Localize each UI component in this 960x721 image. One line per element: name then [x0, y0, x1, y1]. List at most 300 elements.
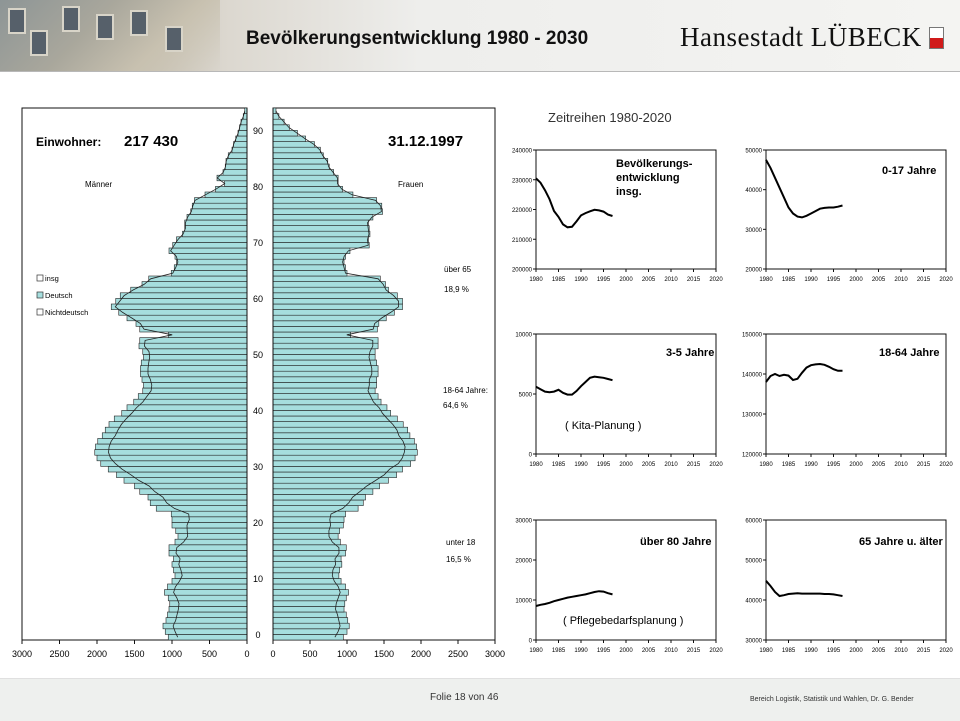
line-chart-xtick: 2010: [894, 648, 908, 654]
line-chart-series: [536, 591, 613, 606]
pyramid-bar-women: [273, 618, 348, 624]
pyramid-bar-women: [273, 595, 346, 601]
line-chart-ytick: 5000: [518, 392, 532, 399]
inhabitants-label: Einwohner:: [36, 135, 102, 149]
line-chart-xtick: 1985: [551, 648, 566, 654]
pyramid-bar-men: [170, 601, 247, 607]
pyramid-bar-women: [273, 539, 340, 545]
pyramid-bar-women: [273, 438, 414, 444]
header-photo: [0, 0, 220, 72]
line-chart-xtick: 1990: [574, 648, 588, 654]
pyramid-bar-men: [127, 405, 247, 411]
line-chart-title: entwicklung: [616, 172, 680, 184]
pyramid-bar-women: [273, 332, 351, 338]
pyramid-x-tick-men: 1500: [124, 649, 145, 659]
pyramid-bar-men: [172, 562, 247, 568]
pyramid-bar-women: [273, 455, 415, 461]
line-chart-ytick: 0: [528, 638, 532, 645]
pyramid-bar-women: [273, 360, 377, 366]
pyramid-bar-men: [168, 634, 247, 640]
pyramid-bar-men: [150, 500, 247, 506]
pyramid-bar-women: [273, 343, 378, 349]
line-chart-xtick: 1985: [781, 277, 796, 283]
pyramid-bar-women: [273, 175, 338, 181]
pyramid-bar-men: [120, 293, 247, 299]
line-chart-1: [512, 149, 723, 284]
legend-deutsch: Deutsch: [45, 291, 73, 300]
pyramid-bar-men: [165, 590, 248, 596]
pyramid-bar-men: [178, 534, 247, 540]
line-chart-6: [745, 519, 953, 655]
pyramid-bar-women: [273, 405, 387, 411]
pyramid-bar-men: [185, 220, 247, 226]
pyramid-x-tick-men: 3000: [11, 649, 33, 659]
line-chart-xtick: 2020: [939, 277, 953, 283]
pyramid-bar-men: [226, 158, 247, 164]
pyramid-bar-men: [140, 489, 247, 495]
pyramid-bar-men: [223, 170, 247, 176]
pyramid-bar-women: [273, 366, 378, 372]
line-chart-xtick: 1990: [574, 462, 588, 468]
pyramid-bar-women: [273, 170, 334, 176]
pyramid-bar-men: [169, 606, 247, 612]
pyramid-bar-men: [216, 186, 248, 192]
pyramid-bar-men: [109, 422, 247, 428]
pyramid-bar-men: [163, 623, 247, 629]
page-title: Bevölkerungsentwicklung 1980 - 2030: [246, 28, 589, 49]
line-chart-ytick: 210000: [511, 237, 532, 244]
line-chart-ytick: 50000: [745, 148, 762, 155]
pyramid-bar-women: [273, 601, 345, 607]
pyramid-bar-men: [168, 595, 247, 601]
line-chart-ytick: 40000: [745, 188, 762, 195]
pyramid-x-tick-women: 0: [270, 649, 276, 659]
line-chart-xtick: 1995: [596, 277, 611, 283]
pyramid-bar-men: [171, 270, 247, 276]
pyramid-bar-women: [273, 483, 380, 489]
annotation-adults-label: 18-64 Jahre:: [443, 386, 488, 395]
line-chart-xtick: 2010: [894, 462, 908, 468]
pyramid-bar-men: [141, 371, 248, 377]
pyramid-age-tick: 60: [252, 294, 264, 304]
pyramid-bar-men: [234, 142, 248, 148]
line-chart-xtick: 1985: [781, 462, 796, 468]
pyramid-bar-men: [168, 584, 248, 590]
pyramid-bar-women: [273, 282, 385, 288]
pyramid-bar-women: [273, 623, 349, 629]
line-chart-5: [515, 519, 723, 655]
line-chart-xtick: 2020: [709, 277, 723, 283]
inhabitants-value: 217 430: [124, 133, 179, 150]
pyramid-age-tick: 10: [252, 574, 264, 584]
pyramid-bar-women: [273, 192, 353, 198]
line-chart-xtick: 1980: [529, 648, 543, 654]
line-chart-ytick: 30000: [515, 518, 532, 525]
line-chart-xtick: 1995: [596, 462, 611, 468]
pyramid-bar-women: [273, 461, 411, 467]
line-chart-xtick: 1990: [804, 277, 818, 283]
line-chart-xtick: 2020: [939, 648, 953, 654]
pyramid-bar-men: [131, 287, 247, 293]
line-chart-series: [766, 160, 843, 218]
pyramid-bar-men: [168, 332, 247, 338]
line-chart-xtick: 2015: [686, 277, 701, 283]
pyramid-bar-men: [96, 444, 248, 450]
pyramid-bar-women: [273, 304, 403, 310]
pyramid-bar-women: [273, 147, 320, 153]
pyramid-bar-men: [139, 343, 247, 349]
pyramid-bar-men: [174, 556, 248, 562]
pyramid-bar-women: [273, 203, 382, 209]
legend-swatch-nichtdeutsch: [37, 309, 43, 315]
pyramid-bar-men: [144, 354, 248, 360]
line-chart-series: [536, 377, 613, 395]
pyramid-bar-women: [273, 259, 344, 265]
line-chart-xtick: 1980: [759, 277, 773, 283]
line-chart-title: über 80 Jahre: [640, 536, 712, 548]
pyramid-bar-women: [273, 354, 375, 360]
line-chart-xtick: 1980: [529, 277, 543, 283]
pyramid-bar-women: [273, 422, 403, 428]
line-chart-ytick: 10000: [515, 332, 532, 339]
line-chart-xtick: 1990: [804, 648, 818, 654]
pyramid-date: 31.12.1997: [388, 133, 464, 150]
pyramid-bar-men: [185, 226, 247, 232]
pyramid-bar-men: [127, 315, 247, 321]
line-chart-ytick: 30000: [745, 227, 762, 234]
pyramid-bar-women: [273, 450, 417, 456]
pyramid-age-tick: 70: [252, 238, 264, 248]
pyramid-bar-women: [273, 142, 314, 148]
pyramid-age-tick: 50: [252, 350, 264, 360]
line-chart-xtick: 2020: [709, 648, 723, 654]
pyramid-x-tick-men: 500: [201, 649, 218, 659]
line-chart-xtick: 2015: [686, 648, 701, 654]
line-chart-title: Bevölkerungs-: [616, 158, 693, 170]
pyramid-bar-women: [273, 293, 397, 299]
pyramid-age-tick: 90: [252, 126, 264, 136]
annotation-under18-value: 16,5 %: [446, 555, 471, 564]
pyramid-x-tick-men: 2500: [49, 649, 70, 659]
line-chart-xtick: 2015: [686, 462, 701, 468]
line-chart-xtick: 2000: [619, 648, 633, 654]
pyramid-bar-women: [273, 584, 346, 590]
line-chart-ytick: 30000: [745, 638, 762, 645]
pyramid-bar-men: [173, 242, 247, 248]
line-chart-xtick: 1995: [826, 648, 841, 654]
pyramid-bar-men: [205, 192, 247, 198]
line-chart-xtick: 1995: [596, 648, 611, 654]
pyramid-age-tick: 30: [252, 462, 264, 472]
pyramid-bar-men: [138, 394, 247, 400]
pyramid-bar-women: [273, 254, 346, 260]
pyramid-age-tick: 80: [252, 182, 264, 192]
slide-number: Folie 18 von 46: [430, 692, 499, 703]
line-chart-ytick: 230000: [511, 178, 532, 185]
pyramid-bar-men: [166, 618, 247, 624]
line-chart-4: [742, 333, 953, 469]
pyramid-bar-women: [273, 629, 347, 635]
pyramid-bar-men: [134, 399, 247, 405]
pyramid-bar-men: [174, 265, 247, 271]
line-chart-xtick: 2005: [871, 648, 886, 654]
line-chart-ytick: 50000: [745, 558, 762, 565]
pyramid-bar-women: [273, 517, 344, 523]
line-chart-ytick: 140000: [741, 372, 762, 379]
annotation-over65-label: über 65: [444, 265, 472, 274]
pyramid-x-tick-women: 1500: [373, 649, 395, 659]
pyramid-bar-women: [273, 634, 343, 640]
line-chart-xtick: 1980: [759, 462, 773, 468]
women-label: Frauen: [398, 180, 424, 189]
line-chart-xtick: 1980: [529, 462, 543, 468]
pyramid-bar-women: [273, 214, 373, 220]
line-chart-xtick: 2000: [849, 648, 863, 654]
line-chart-xtick: 2020: [709, 462, 723, 468]
pyramid-bar-men: [177, 259, 248, 265]
pyramid-bar-women: [273, 427, 408, 433]
pyramid-bar-men: [232, 147, 247, 153]
pyramid-bar-women: [273, 410, 391, 416]
line-chart-xtick: 2015: [916, 648, 931, 654]
pyramid-bar-men: [136, 321, 247, 327]
line-chart-xtick: 2010: [664, 277, 678, 283]
line-chart-ytick: 60000: [745, 518, 762, 525]
pyramid-bar-women: [273, 433, 410, 439]
pyramid-bar-women: [273, 522, 343, 528]
header-banner: [0, 0, 960, 72]
pyramid-bar-men: [217, 175, 247, 181]
pyramid-bar-women: [273, 298, 403, 304]
pyramid-bar-women: [273, 590, 348, 596]
line-chart-xtick: 2020: [939, 462, 953, 468]
pyramid-x-tick-men: 2000: [86, 649, 108, 659]
pyramid-bar-women: [273, 231, 370, 237]
pyramid-bar-women: [273, 478, 388, 484]
line-chart-xtick: 2010: [664, 648, 678, 654]
timeseries-section-title: Zeitreihen 1980-2020: [548, 110, 672, 125]
pyramid-bar-men: [177, 237, 248, 243]
pyramid-bar-men: [183, 231, 248, 237]
pyramid-bar-women: [273, 556, 341, 562]
pyramid-bar-men: [240, 125, 248, 131]
pyramid-bar-women: [273, 388, 375, 394]
line-chart-xtick: 1995: [826, 277, 841, 283]
pyramid-bar-men: [142, 282, 247, 288]
pyramid-bar-men: [144, 382, 248, 388]
line-chart-xtick: 2010: [664, 462, 678, 468]
pyramid-bar-men: [97, 455, 247, 461]
line-chart-xtick: 2005: [871, 462, 886, 468]
pyramid-bar-women: [273, 265, 346, 271]
pyramid-bar-women: [273, 153, 323, 159]
pyramid-bar-women: [273, 158, 328, 164]
pyramid-bar-women: [273, 136, 306, 142]
line-chart-xtick: 1995: [826, 462, 841, 468]
pyramid-bar-women: [273, 349, 375, 355]
line-chart-xtick: 2000: [619, 462, 633, 468]
annotation-under18-label: unter 18: [446, 538, 476, 547]
pyramid-bar-men: [225, 164, 247, 170]
pyramid-bar-women: [273, 394, 378, 400]
pyramid-bar-women: [273, 315, 386, 321]
line-chart-series: [766, 581, 843, 596]
pyramid-bar-men: [95, 450, 247, 456]
line-chart-title: insg.: [616, 186, 642, 198]
pyramid-bar-women: [273, 371, 378, 377]
legend-nichtdeutsch: Nichtdeutsch: [45, 308, 89, 317]
pyramid-bar-men: [172, 578, 247, 584]
line-chart-ytick: 0: [528, 452, 532, 459]
footer-credit: Bereich Logistik, Statistik und Wahlen, Dr. G. Bender: [750, 696, 914, 703]
pyramid-bar-men: [142, 377, 247, 383]
pyramid-x-tick-women: 3000: [484, 649, 506, 659]
pyramid-bar-women: [273, 562, 342, 568]
charts-area: [0, 72, 960, 678]
pyramid-bar-women: [273, 209, 383, 215]
pyramid-bar-men: [175, 539, 247, 545]
pyramid-bar-men: [108, 466, 247, 472]
pyramid-bar-women: [273, 472, 397, 478]
pyramid-bar-women: [273, 321, 379, 327]
population-pyramid: [12, 108, 505, 659]
pyramid-bar-women: [273, 310, 394, 316]
pyramid-bar-men: [101, 461, 247, 467]
luebeck-shield-icon: [929, 27, 944, 49]
line-chart-xtick: 2010: [894, 277, 908, 283]
line-chart-xtick: 2005: [641, 462, 656, 468]
men-label: Männer: [85, 180, 113, 189]
pyramid-bar-women: [273, 534, 338, 540]
pyramid-bar-men: [192, 203, 247, 209]
pyramid-bar-women: [273, 573, 339, 579]
line-chart-title: 3-5 Jahre: [666, 347, 715, 359]
pyramid-bar-women: [273, 186, 343, 192]
pyramid-age-tick: 40: [252, 406, 264, 416]
pyramid-bar-women: [273, 198, 377, 204]
line-chart-xtick: 1990: [574, 277, 588, 283]
pyramid-bar-men: [149, 276, 247, 282]
pyramid-bar-women: [273, 276, 380, 282]
line-chart-xtick: 2015: [916, 277, 931, 283]
pyramid-bar-men: [165, 629, 247, 635]
pyramid-bar-men: [176, 528, 247, 534]
pyramid-bar-men: [156, 506, 247, 512]
pyramid-bar-women: [273, 606, 344, 612]
annotation-adults-value: 64,6 %: [443, 401, 468, 410]
pyramid-bar-women: [273, 220, 368, 226]
pyramid-bar-men: [238, 130, 247, 136]
pyramid-age-tick: 20: [252, 518, 264, 528]
pyramid-bar-women: [273, 248, 350, 254]
pyramid-age-tick: 0: [255, 630, 261, 640]
pyramid-bar-women: [273, 399, 381, 405]
pyramid-bar-men: [169, 248, 247, 254]
pyramid-bar-men: [102, 433, 247, 439]
line-chart-2: [745, 149, 953, 284]
pyramid-bar-women: [273, 612, 346, 618]
pyramid-bar-women: [273, 287, 388, 293]
line-chart-3: [515, 333, 723, 469]
line-chart-ytick: 150000: [741, 332, 762, 339]
line-chart-xtick: 2015: [916, 462, 931, 468]
pyramid-bar-women: [273, 545, 346, 551]
line-chart-ytick: 220000: [511, 208, 532, 214]
pyramid-bar-men: [172, 522, 247, 528]
annotation-over65-value: 18,9 %: [444, 285, 469, 294]
line-chart-title: 0-17 Jahre: [882, 165, 937, 177]
pyramid-bar-men: [225, 181, 248, 187]
line-chart-xtick: 2000: [849, 462, 863, 468]
pyramid-bar-men: [98, 438, 247, 444]
pyramid-bar-women: [273, 416, 397, 422]
pyramid-x-tick-women: 1000: [336, 649, 358, 659]
pyramid-bar-men: [105, 427, 247, 433]
line-chart-xtick: 1980: [759, 648, 773, 654]
line-chart-title: 18-64 Jahre: [879, 347, 940, 359]
pyramid-bar-women: [273, 164, 329, 170]
line-chart-xtick: 2000: [619, 277, 633, 283]
line-chart-title: 65 Jahre u. älter: [859, 536, 943, 548]
pyramid-bar-men: [175, 573, 247, 579]
pyramid-bar-men: [143, 349, 247, 355]
pyramid-bar-women: [273, 382, 377, 388]
line-chart-annotation: ( Kita-Planung ): [565, 420, 642, 432]
pyramid-bar-men: [228, 153, 247, 159]
pyramid-bar-women: [273, 444, 417, 450]
line-chart-xtick: 1985: [781, 648, 796, 654]
line-chart-annotation: ( Pflegebedarfsplanung ): [563, 615, 684, 627]
pyramid-bar-women: [273, 226, 369, 232]
pyramid-bar-women: [273, 181, 338, 187]
pyramid-legend: [37, 274, 88, 317]
line-chart-series: [766, 364, 843, 382]
pyramid-bar-men: [141, 360, 247, 366]
pyramid-bar-men: [116, 298, 247, 304]
pyramid-bar-men: [236, 136, 247, 142]
pyramid-bar-men: [117, 472, 248, 478]
pyramid-bar-men: [175, 254, 247, 260]
pyramid-x-tick-men: 0: [244, 649, 250, 659]
line-chart-xtick: 2000: [849, 277, 863, 283]
pyramid-bar-men: [174, 567, 248, 573]
pyramid-x-tick-women: 2500: [447, 649, 469, 659]
pyramid-bar-women: [273, 466, 403, 472]
legend-swatch-insg: [37, 275, 43, 281]
pyramid-bar-men: [172, 517, 247, 523]
line-chart-ytick: 40000: [745, 598, 762, 605]
line-chart-ytick: 20000: [745, 267, 762, 274]
city-logo-text: Hansestadt LÜBECK: [680, 22, 922, 52]
pyramid-bar-men: [111, 304, 247, 310]
line-chart-xtick: 1985: [551, 462, 566, 468]
pyramid-bar-men: [114, 416, 247, 422]
pyramid-bar-men: [122, 410, 247, 416]
pyramid-bar-women: [273, 242, 369, 248]
line-chart-xtick: 2005: [641, 277, 656, 283]
line-chart-ytick: 20000: [515, 558, 532, 565]
pyramid-x-tick-women: 2000: [410, 649, 432, 659]
line-chart-xtick: 2005: [871, 277, 886, 283]
pyramid-bar-women: [273, 377, 377, 383]
pyramid-bar-women: [273, 578, 341, 584]
pyramid-bar-women: [273, 326, 377, 332]
line-chart-xtick: 1990: [804, 462, 818, 468]
pyramid-bar-men: [169, 550, 247, 556]
pyramid-bar-women: [273, 567, 340, 573]
pyramid-bar-men: [187, 214, 247, 220]
pyramid-bar-women: [273, 550, 346, 556]
